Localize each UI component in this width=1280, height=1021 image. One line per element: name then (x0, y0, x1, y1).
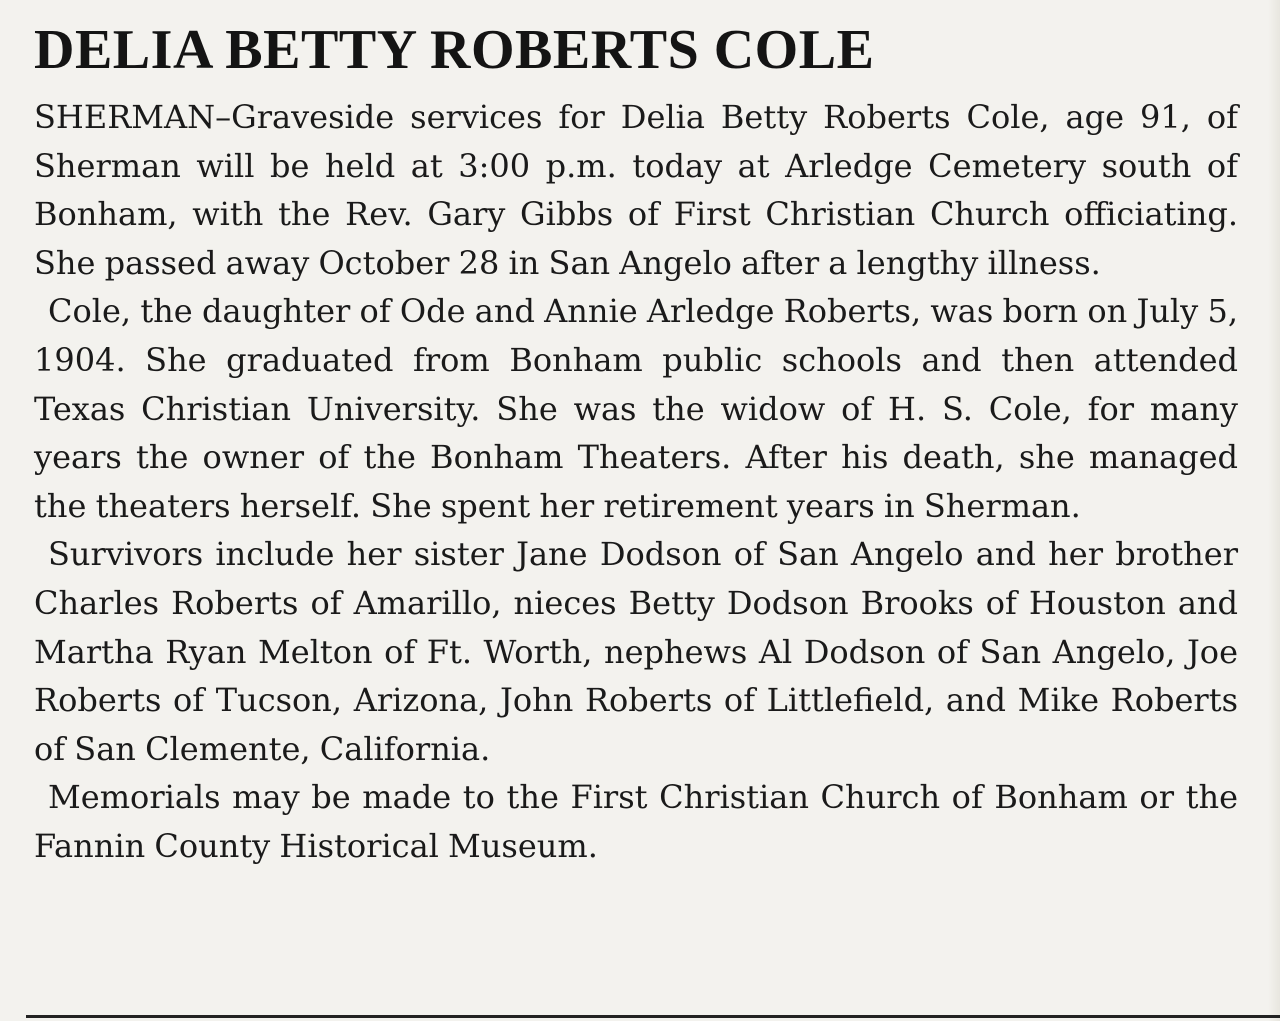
obituary-headline: DELIA BETTY ROBERTS COLE (34, 19, 875, 81)
paragraph-survivors: Survivors include her sister Jane Dodson of San Angelo and her brother Charles Roberts of Amarillo, nieces Betty Dodson Brooks of Houston and Martha Ryan Melton of Ft. Worth, nephews Al Dodson of San Angelo, Joe Roberts of Tucson, Arizona, John Roberts of Littlefield, and Mike Roberts of San Clemente, California. (34, 535, 1238, 768)
bottom-divider (26, 1015, 1280, 1018)
paragraph-services: SHERMAN–Graveside services for Delia Betty Roberts Cole, age 91, of Sherman will be held at 3:00 p.m. today at Arledge Cemetery south of Bonham, with the Rev. Gary Gibbs of First Christian Church officiating. She passed away October 28 in San Angelo after a lengthy illness. (34, 98, 1238, 282)
paragraph-memorials: Memorials may be made to the First Christian Church of Bonham or the Fannin County Historical Museum. (34, 778, 1238, 865)
obituary-body (34, 93, 1238, 871)
paper-edge (1268, 0, 1280, 1021)
paragraph-biography: Cole, the daughter of Ode and Annie Arledge Roberts, was born on July 5, 1904. She graduated from Bonham public schools and then attended Texas Christian University. She was the widow of H. S. Cole, for many years the owner of the Bonham Theaters. After his death, she managed the theaters herself. She spent her retirement years in Sherman. (34, 292, 1238, 525)
